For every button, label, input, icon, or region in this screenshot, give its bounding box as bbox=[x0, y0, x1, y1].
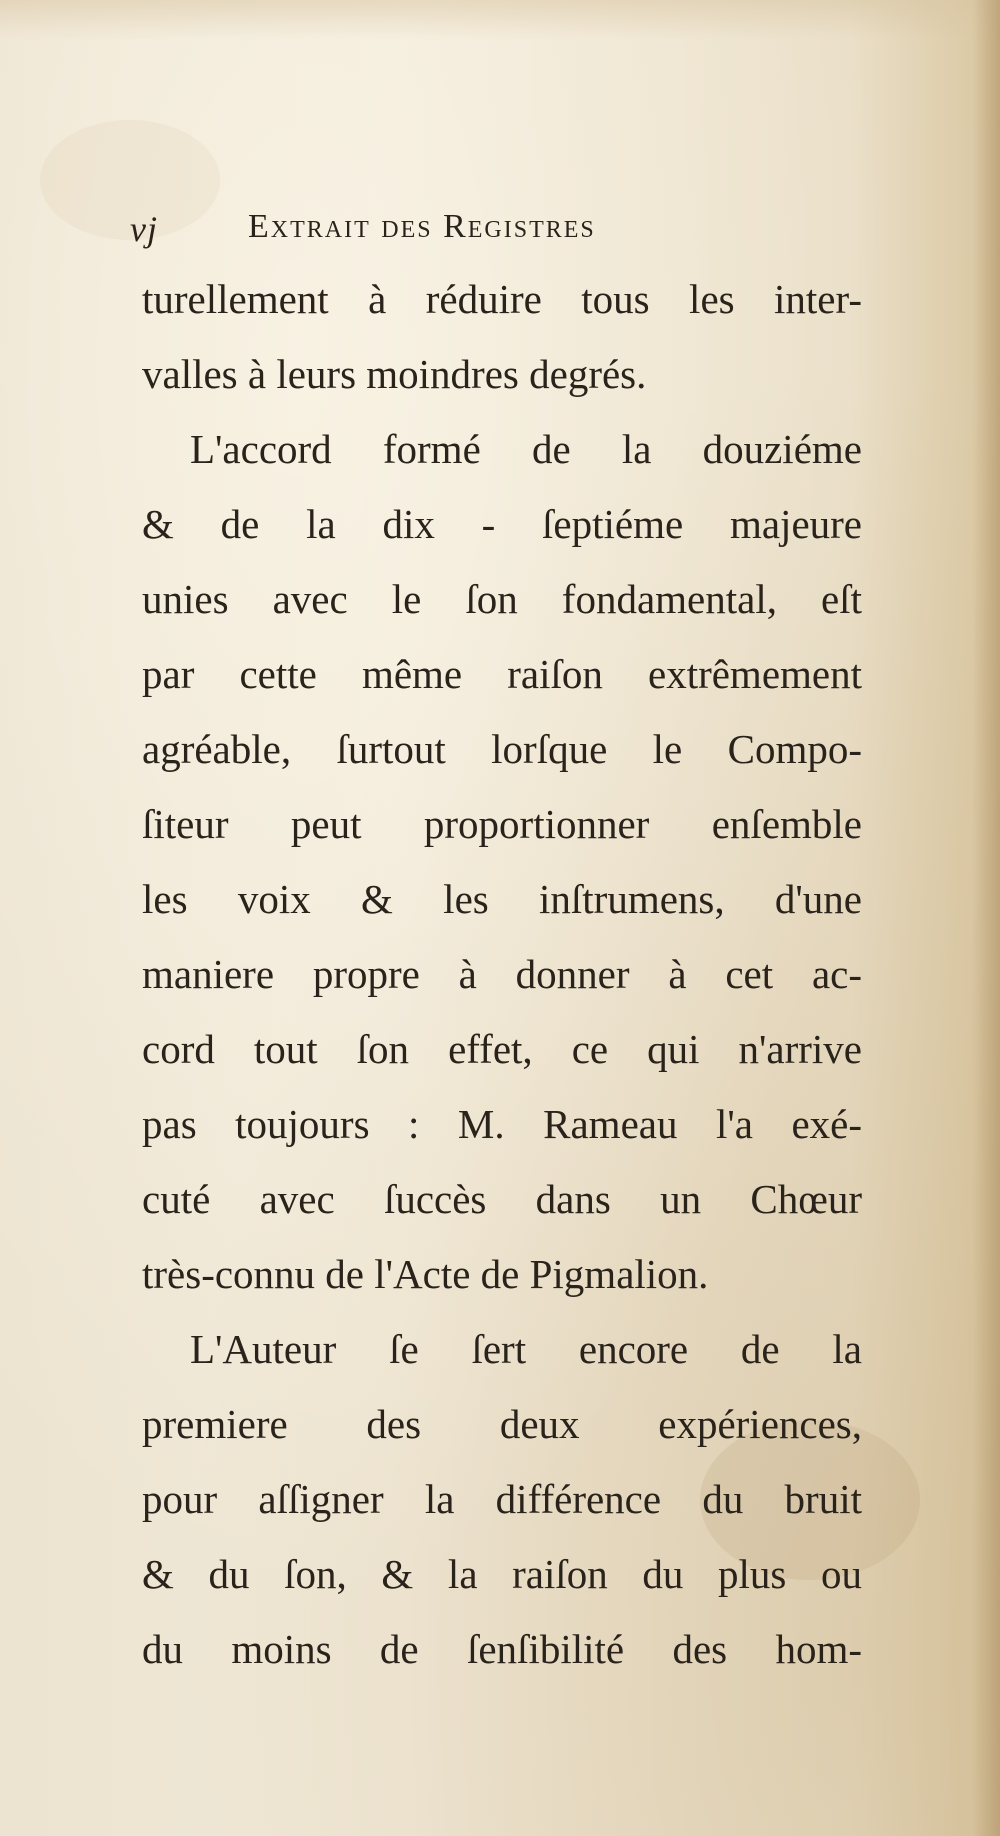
page-header bbox=[130, 208, 770, 252]
page-edge-shadow bbox=[972, 0, 1000, 1836]
text-line: premiere des deux expériences, bbox=[142, 1401, 862, 1447]
body-text bbox=[142, 262, 862, 1687]
text-line: cuté avec ſuccès dans un Chœur bbox=[142, 1176, 862, 1222]
text-line: pas toujours : M. Rameau l'a exé- bbox=[142, 1101, 862, 1147]
text-line: très-connu de l'Acte de Pigmalion. bbox=[142, 1251, 709, 1297]
text-line: les voix & les inſtrumens, d'une bbox=[142, 876, 862, 922]
text-line: & de la dix - ſeptiéme majeure bbox=[142, 501, 862, 547]
text-line: maniere propre à donner à cet ac- bbox=[142, 951, 862, 997]
text-line: unies avec le ſon fondamental, eſt bbox=[142, 576, 862, 622]
text-line: valles à leurs moindres degrés. bbox=[142, 351, 647, 397]
text-line: & du ſon, & la raiſon du plus ou bbox=[142, 1551, 862, 1597]
text-line: L'Auteur ſe ſert encore de la bbox=[190, 1326, 862, 1372]
text-line: par cette même raiſon extrêmement bbox=[142, 651, 862, 697]
text-line: cord tout ſon effet, ce qui n'arrive bbox=[142, 1026, 862, 1072]
page-number: vj bbox=[130, 209, 158, 249]
text-line: ſiteur peut proportionner enſemble bbox=[142, 801, 862, 847]
text-line: du moins de ſenſibilité des hom- bbox=[142, 1626, 862, 1672]
running-title: Extrait des Registres bbox=[248, 208, 596, 245]
page-top-shadow bbox=[0, 0, 1000, 40]
text-line: pour aſſigner la différence du bruit bbox=[142, 1476, 862, 1522]
text-line: turellement à réduire tous les inter- bbox=[142, 276, 862, 322]
text-line: agréable, ſurtout lorſque le Compo- bbox=[142, 726, 862, 772]
text-line: L'accord formé de la douziéme bbox=[190, 426, 862, 472]
